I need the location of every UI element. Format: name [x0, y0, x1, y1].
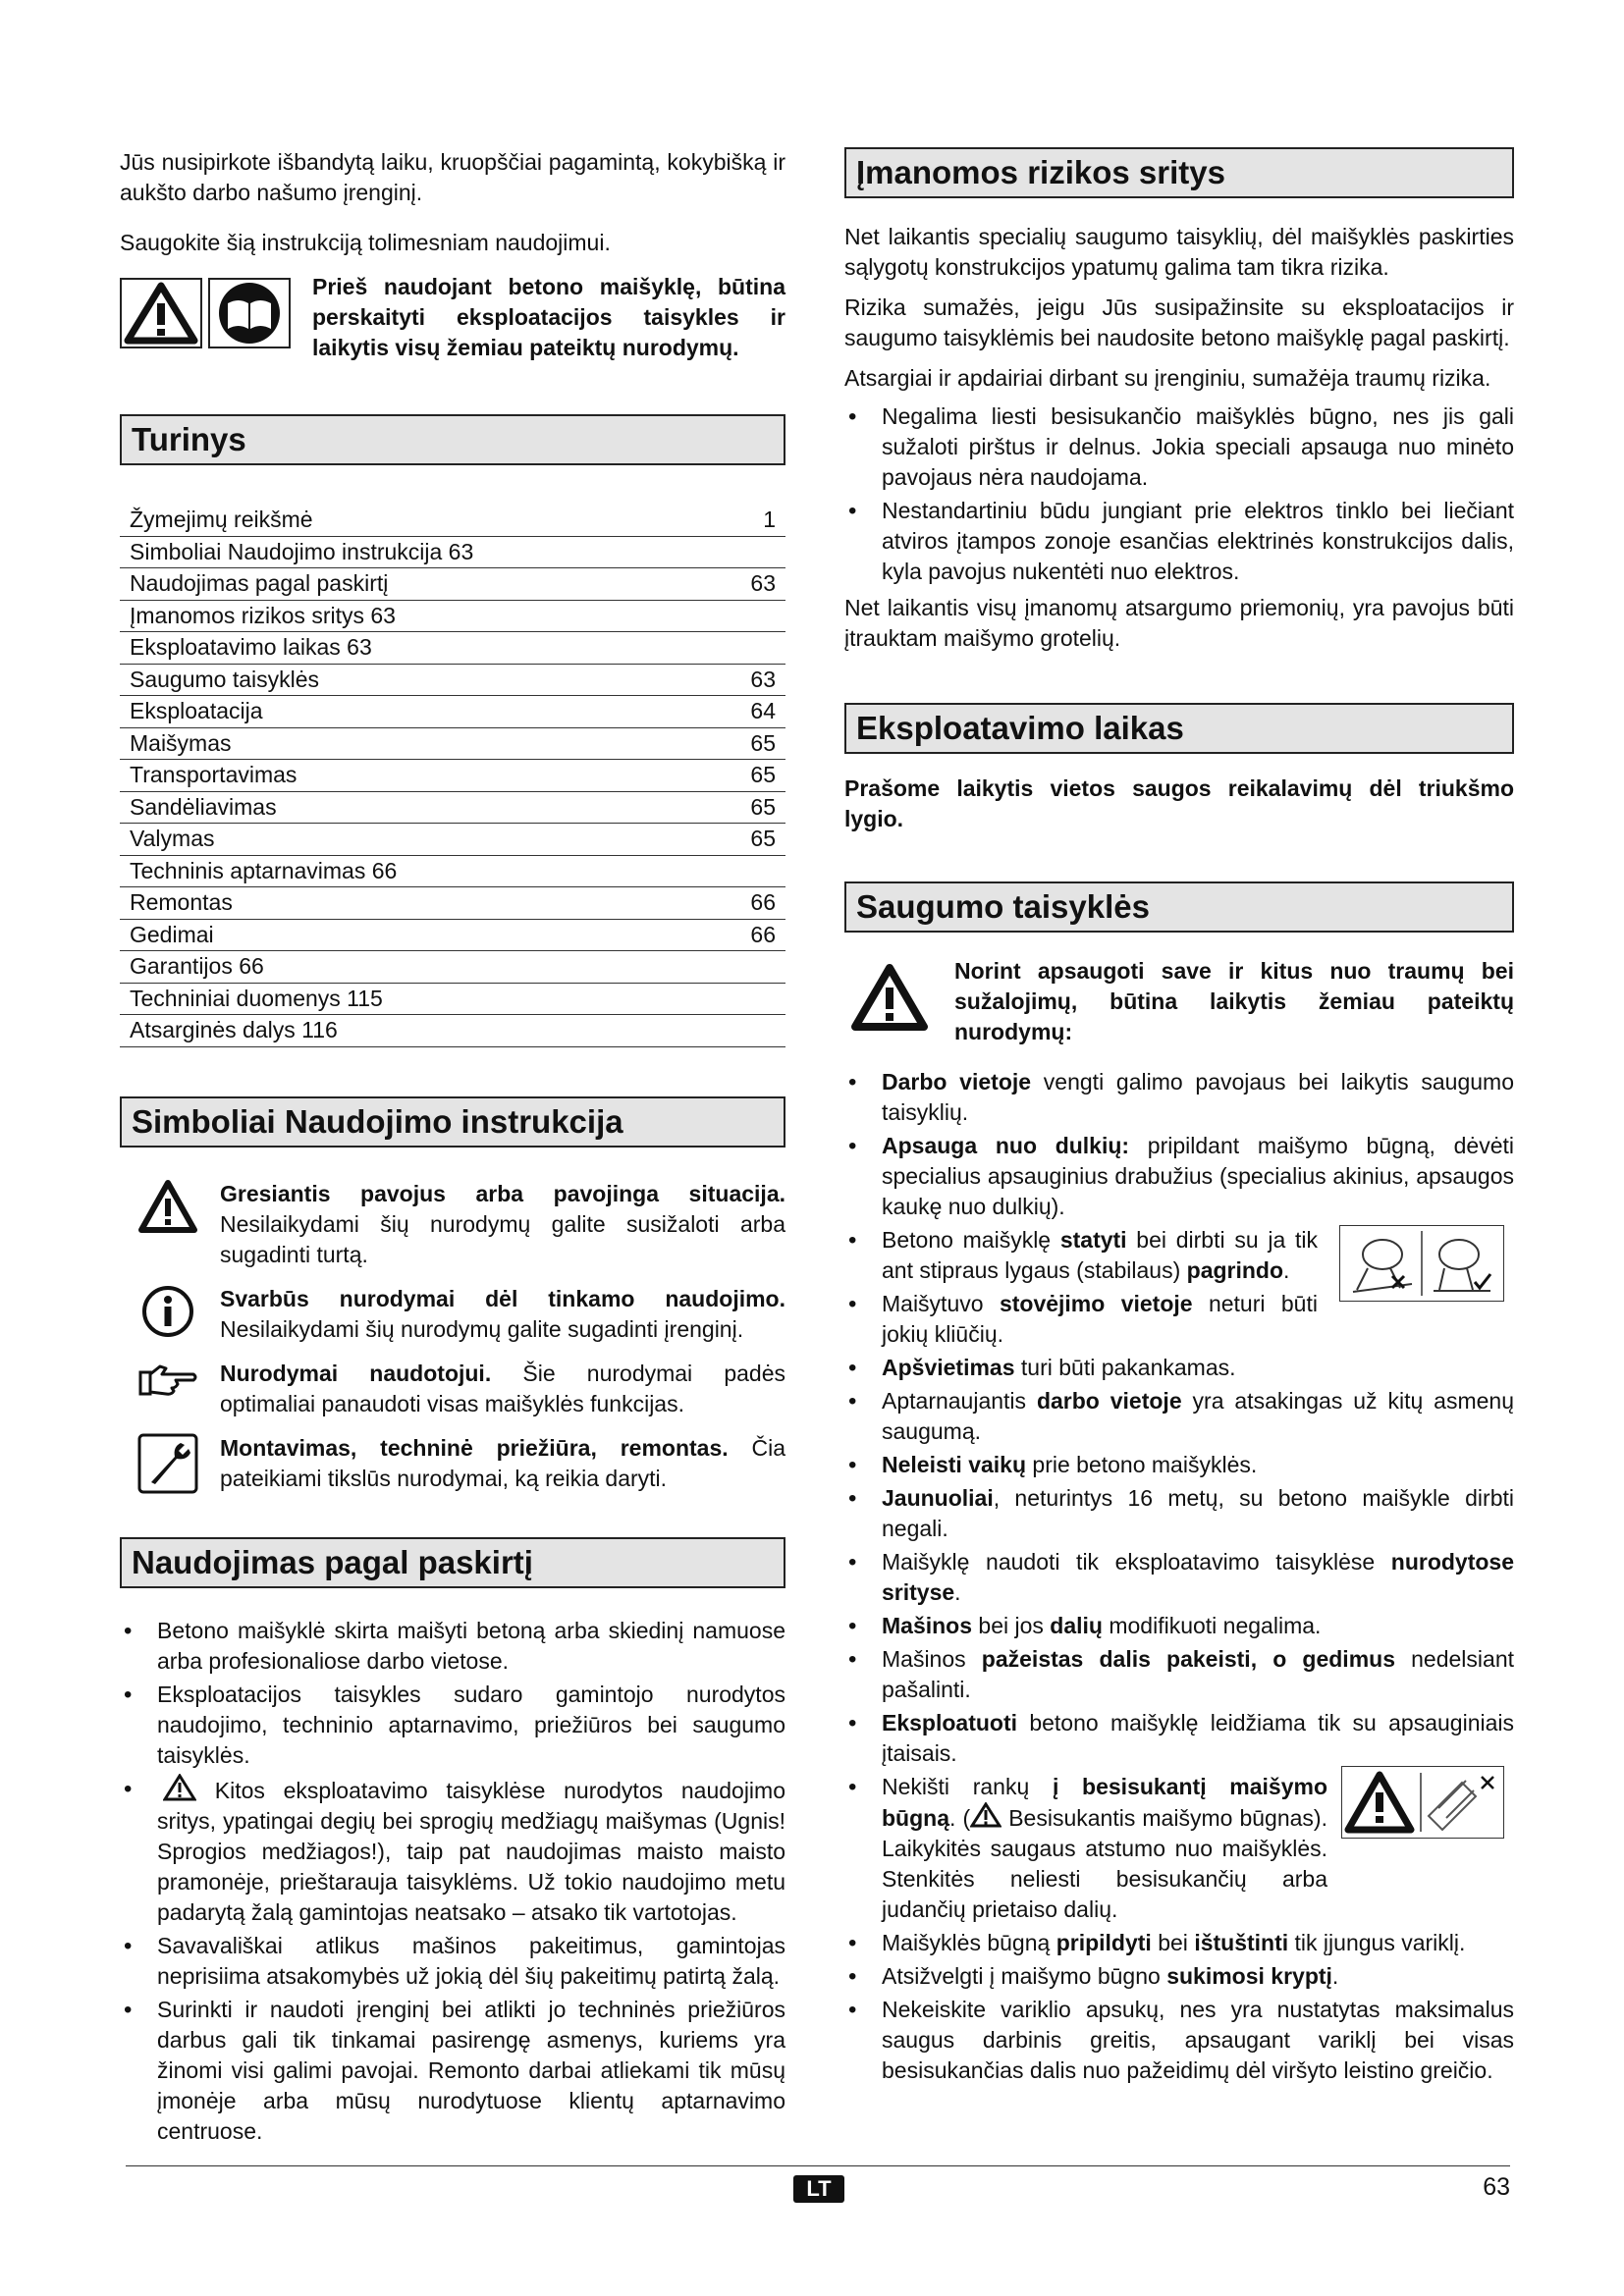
safety-item: • Jaunuoliai, neturintys 16 metų, su betono maišykle dirbti negali.	[844, 1483, 1514, 1544]
toc-page: 1	[763, 507, 776, 532]
toc-label: Gedimai	[130, 921, 214, 947]
safety-item: • Darbo vietoje vengti galimo pavojaus bei laikytis saugumo taisyklių.	[844, 1067, 1514, 1128]
safety-heading: Saugumo taisyklės	[844, 881, 1514, 933]
symbol-danger-text: Nesilaikydami šių nurodymų galite susižaloti arba sugadinti turtą.	[220, 1210, 785, 1267]
risk-paragraph: Net laikantis specialių saugumo taisyklių, dėl maišyklės paskirties sąlygotų konstrukcijos ypatumų galima tam tikra rizika.	[844, 224, 1514, 280]
toc-row	[120, 537, 785, 569]
rotating-drum-warning-illustration	[1341, 1766, 1504, 1839]
toc-page: 63	[750, 570, 776, 596]
symbol-maintenance-title: Montavimas, techninė priežiūra, remontas.	[220, 1434, 729, 1461]
toc-heading: Turinys	[120, 414, 785, 465]
risk-paragraph: Net laikantis visų įmanomų atsargumo priemonių, yra pavojus būti įtrauktam maišymo grotelių.	[844, 595, 1514, 651]
purpose-item: • Eksploatacijos taisykles sudaro gamintojo nurodytos naudojimo, techninio aptarnavimo, priežiūros bei saugumo taisyklės.	[120, 1680, 785, 1771]
toc-row	[120, 824, 785, 856]
purpose-item: • Betono maišyklė skirta maišyti betoną arba skiedinį namuose arba profesionaliose darbo vietose.	[120, 1616, 785, 1677]
toc-page: 65	[750, 826, 776, 851]
lifetime-heading: Eksploatavimo laikas	[844, 703, 1514, 754]
pointing-hand-icon	[136, 1359, 199, 1402]
safety-item: • Apsauga nuo dulkių: pripildant maišymo būgną, dėvėti specialius apsauginius drabužius (specialius akinius, apsaugos kaukę nuo dulkių).	[844, 1131, 1514, 1222]
toc-row	[120, 632, 785, 665]
toc-label: Remontas	[130, 889, 233, 915]
safety-item: • Mašinos bei jos dalių modifikuoti negalima.	[844, 1611, 1514, 1641]
symbol-danger-title: Gresiantis pavojus arba pavojinga situacija.	[220, 1180, 785, 1206]
safety-list	[844, 1067, 1514, 2086]
left-column	[120, 147, 785, 2150]
toc-label: Eksploatavimo laikas 63	[130, 634, 372, 660]
purpose-item	[120, 1774, 785, 1928]
symbol-info-text: Nesilaikydami šių nurodymų galite sugadinti įrenginį.	[220, 1315, 744, 1342]
toc-label: Atsarginės dalys 116	[130, 1017, 338, 1042]
toc-label: Transportavimas	[130, 762, 298, 787]
risk-heading: Įmanomos rizikos sritys	[844, 147, 1514, 198]
toc-label: Naudojimas pagal paskirtį	[130, 570, 389, 596]
toc-label: Techniniai duomenys 115	[130, 985, 383, 1011]
symbols-heading: Simboliai Naudojimo instrukcija	[120, 1096, 785, 1148]
toc-row	[120, 792, 785, 825]
safety-item: • Aptarnaujantis darbo vietoje yra atsakingas už kitų asmenų saugumą.	[844, 1386, 1514, 1447]
warning-icons	[120, 278, 291, 348]
toc-label: Simboliai Naudojimo instrukcija 63	[130, 538, 474, 564]
toc-label: Valymas	[130, 826, 215, 851]
safety-item: • Betono maišyklę statyti bei dirbti su ja tik ant stipraus lygaus (stabilaus) pagrindo.	[844, 1225, 1514, 1286]
safety-item: • Nekišti rankų į besisukantį maišymo būgną. ( Besisukantis maišymo būgnas). Laikykitės saugaus atstumo nuo maišyklės. Stenkitės neliesti besisukančių arba judančių prietaiso dalių.	[844, 1772, 1514, 1925]
risk-item: • Negalima liesti besisukančio maišyklės būgno, nes jis gali sužaloti pirštus ir delnus. Jokia speciali apsauga nuo minėto pavojaus nėra naudojama.	[844, 401, 1514, 493]
read-manual-warning	[120, 272, 785, 363]
toc-row	[120, 984, 785, 1016]
safety-item: • Maišyklę naudoti tik eksploatavimo taisyklėse nurodytose srityse.	[844, 1547, 1514, 1608]
toc-page: 65	[750, 762, 776, 787]
wrench-icon	[137, 1433, 198, 1494]
toc-row	[120, 951, 785, 984]
info-icon	[140, 1284, 195, 1339]
warning-triangle-icon	[850, 962, 929, 1033]
warning-triangle-icon	[137, 1179, 198, 1234]
safety-item: • Mašinos pažeistas dalis pakeisti, o gedimus nedelsiant pašalinti.	[844, 1644, 1514, 1705]
toc-row	[120, 696, 785, 728]
right-column	[844, 147, 1514, 2089]
risk-paragraph: Atsargiai ir apdairiai dirbant su įrenginiu, sumažėja traumų rizika.	[844, 365, 1491, 391]
safety-item: • Atsižvelgti į maišymo būgno sukimosi kryptį.	[844, 1961, 1514, 1992]
safety-item: • Neleisti vaikų prie betono maišyklės.	[844, 1450, 1514, 1480]
language-badge: LT	[793, 2175, 844, 2203]
toc-label: Garantijos 66	[130, 953, 264, 979]
toc-row	[120, 887, 785, 920]
toc-row	[120, 505, 785, 537]
lifetime-text: Prašome laikytis vietos saugos reikalavimų dėl triukšmo lygio.	[844, 775, 1514, 831]
symbol-danger	[120, 1179, 785, 1270]
symbol-info-title: Svarbūs nurodymai dėl tinkamo naudojimo.	[220, 1285, 785, 1311]
table-of-contents	[120, 505, 785, 1047]
safety-item: • Nekeiskite variklio apsukų, nes yra nustatytas maksimalus saugus darbinis greitis, apsaugant variklį bei visas besisukančias dalis nuo pažeidimų dėl viršyto leistino greičio.	[844, 1995, 1514, 2086]
toc-row	[120, 856, 785, 888]
toc-page: 66	[750, 921, 776, 947]
symbol-maintenance	[120, 1433, 785, 1494]
warning-triangle-icon	[163, 1774, 196, 1801]
safety-item: • Apšvietimas turi būti pakankamas.	[844, 1353, 1514, 1383]
read-manual-icon	[208, 278, 291, 348]
symbol-info	[120, 1284, 785, 1345]
safety-item: • Maišyklės būgną pripildyti bei ištuštinti tik įjungus variklį.	[844, 1928, 1514, 1958]
toc-label: Eksploatacija	[130, 698, 263, 723]
symbol-hint-text: Šie nurodymai padės optimaliai panaudoti visas maišyklės funkcijas.	[220, 1360, 785, 1416]
mixer-placement-icon	[1343, 1229, 1500, 1298]
risk-item: • Nestandartiniu būdu jungiant prie elektros tinklo bei liečiant atviros įtampos zonoje esančias elektrinės konstrukcijos dalis, kyla pavojus nukentėti nuo elektros.	[844, 496, 1514, 587]
symbol-hint	[120, 1359, 785, 1419]
symbols-list	[120, 1179, 785, 1494]
page-number: 63	[1483, 2173, 1510, 2201]
toc-row	[120, 1015, 785, 1047]
toc-label: Sandėliavimas	[130, 793, 277, 820]
footer-divider	[126, 2165, 1510, 2166]
safety-item: • Eksploatuoti betono maišyklę leidžiama tik su apsauginiais įtaisais.	[844, 1708, 1514, 1769]
toc-page: 64	[750, 698, 776, 723]
warning-triangle-icon	[120, 278, 202, 348]
purpose-heading: Naudojimas pagal paskirtį	[120, 1537, 785, 1588]
toc-row	[120, 728, 785, 761]
toc-row	[120, 568, 785, 601]
intro-keep-note: Saugokite šią instrukciją tolimesniam naudojimui.	[120, 230, 611, 255]
toc-label: Žymejimų reikšmė	[130, 507, 313, 532]
symbol-maintenance-text: Čia pateikiami tikslūs nurodymai, ką reikia daryti.	[220, 1434, 786, 1491]
intro-paragraph: Jūs nusipirkote išbandytą laiku, kruopščiai pagamintą, kokybišką ir aukšto darbo našumo įrenginį.	[120, 149, 785, 205]
risk-paragraph: Rizika sumažės, jeigu Jūs susipažinsite su eksploatacijos ir saugumo taisyklėmis bei naudosite betono maišyklę pagal paskirtį.	[844, 294, 1514, 350]
toc-page: 65	[750, 729, 776, 756]
toc-label: Įmanomos rizikos sritys 63	[130, 602, 396, 628]
toc-label: Maišymas	[130, 729, 232, 756]
hand-in-drum-warning-icon	[1344, 1769, 1501, 1836]
warning-triangle-icon	[970, 1802, 1001, 1828]
purpose-item: • Surinkti ir naudoti įrenginį bei atlikti jo techninės priežiūros darbus gali tik tinkamai pasirengę asmenys, kuriems yra žinomi visi galimi pavojai. Remonto darbai atliekami tik mūsų įmonėje arba mūsų nurodytuose klientų aptarnavimo centruose.	[120, 1995, 785, 2147]
purpose-list	[120, 1616, 785, 2147]
toc-page: 63	[750, 666, 776, 692]
safety-warning	[844, 956, 1514, 1047]
toc-label: Saugumo taisyklės	[130, 666, 320, 692]
purpose-item-text: Kitos eksploatavimo taisyklėse nurodytos naudojimo sritys, ypatingai degių bei sprogių medžiagų maišymas (Ugnis! Sprogios medžiagos!), taip pat naudojimas maisto maisto pramonėje, prieštarauja taisyklėms. Už tokio naudojimo metu padarytą žalą gamintojas neatsako – atsako tik vartotojas.	[157, 1777, 785, 1925]
toc-page: 65	[750, 793, 776, 820]
purpose-item: • Savavališkai atlikus mašinos pakeitimus, gamintojas neprisiima atsakomybės už jokią dėl šių pakeitimų patirtą žalą.	[120, 1931, 785, 1992]
safety-warning-text: Norint apsaugoti save ir kitus nuo traumų bei sužalojimų, būtina laikytis žemiau pateiktų nurodymų:	[954, 958, 1514, 1044]
toc-row	[120, 760, 785, 792]
symbol-hint-title: Nurodymai naudotojui.	[220, 1360, 492, 1386]
toc-label: Techninis aptarnavimas 66	[130, 857, 398, 883]
read-manual-text: Prieš naudojant betono maišyklę, būtina perskaityti eksploatacijos taisykles ir laikytis visų žemiau pateiktų nurodymų.	[312, 274, 785, 360]
risk-list	[844, 401, 1514, 587]
safety-item: • Maišytuvo stovėjimo vietoje neturi būti jokių kliūčių.	[844, 1289, 1514, 1350]
toc-row	[120, 601, 785, 633]
toc-row	[120, 920, 785, 952]
toc-page: 66	[750, 889, 776, 915]
toc-row	[120, 665, 785, 697]
